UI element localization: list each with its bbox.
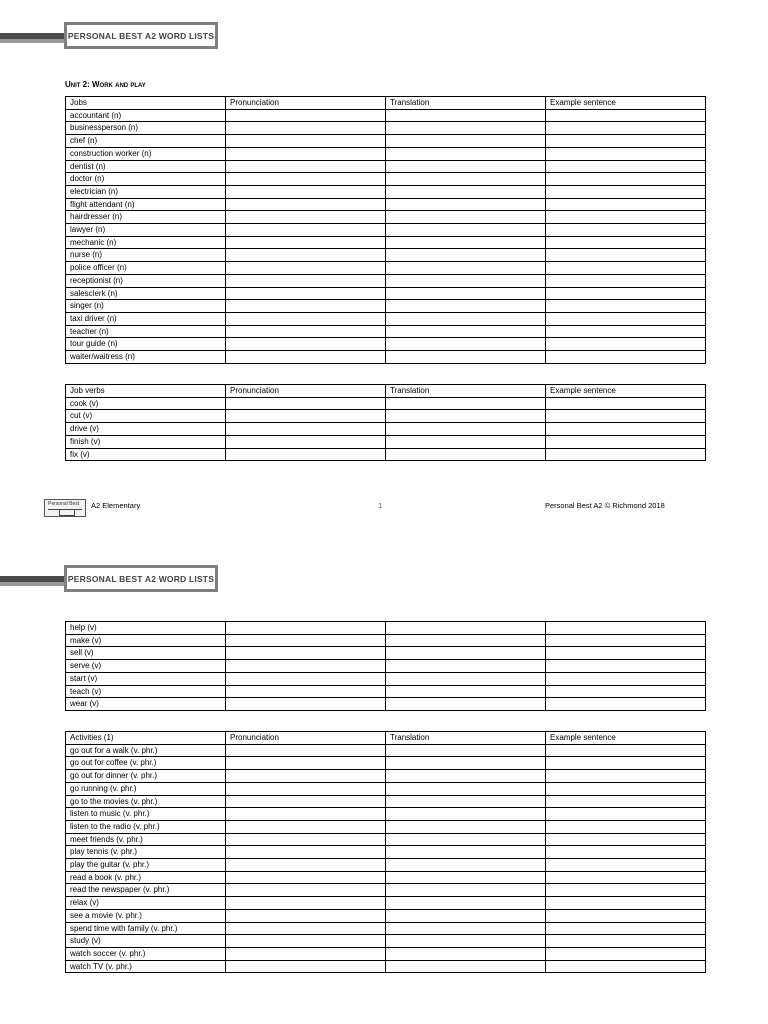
table-row: [66, 185, 706, 198]
pronunciation-cell: [226, 698, 386, 711]
example-sentence-cell: [546, 909, 706, 922]
example-sentence-cell: [546, 935, 706, 948]
example-sentence-cell: [546, 808, 706, 821]
example-sentence-cell: [546, 435, 706, 448]
column-header: Jobs: [66, 97, 226, 110]
vocabulary-word: businessperson (n): [66, 122, 226, 135]
table-row: [66, 833, 706, 846]
example-sentence-cell: [546, 782, 706, 795]
vocabulary-word: go out for a walk (v. phr.): [66, 744, 226, 757]
example-sentence-cell: [546, 211, 706, 224]
translation-cell: [386, 160, 546, 173]
translation-cell: [386, 884, 546, 897]
job-verbs-table: [65, 384, 706, 461]
pronunciation-cell: [226, 820, 386, 833]
table-row: [66, 147, 706, 160]
pronunciation-cell: [226, 300, 386, 313]
column-header: Example sentence: [546, 732, 706, 745]
translation-cell: [386, 236, 546, 249]
table-row: [66, 622, 706, 635]
table-row: [66, 397, 706, 410]
vocabulary-word: read the newspaper (v. phr.): [66, 884, 226, 897]
vocabulary-word: finish (v): [66, 435, 226, 448]
table-row: [66, 698, 706, 711]
table-row: [66, 224, 706, 237]
translation-cell: [386, 698, 546, 711]
pronunciation-cell: [226, 757, 386, 770]
pronunciation-cell: [226, 660, 386, 673]
pronunciation-cell: [226, 647, 386, 660]
header-title: PERSONAL BEST A2 WORD LISTS: [64, 565, 218, 592]
column-header: Activities (1): [66, 732, 226, 745]
example-sentence-cell: [546, 185, 706, 198]
column-header: Translation: [386, 385, 546, 398]
vocabulary-word: relax (v): [66, 897, 226, 910]
translation-cell: [386, 808, 546, 821]
pronunciation-cell: [226, 135, 386, 148]
pronunciation-cell: [226, 909, 386, 922]
table-row: [66, 672, 706, 685]
example-sentence-cell: [546, 312, 706, 325]
pronunciation-cell: [226, 109, 386, 122]
example-sentence-cell: [546, 884, 706, 897]
translation-cell: [386, 249, 546, 262]
vocabulary-word: start (v): [66, 672, 226, 685]
example-sentence-cell: [546, 647, 706, 660]
vocabulary-word: flight attendant (n): [66, 198, 226, 211]
table-row: [66, 351, 706, 364]
pronunciation-cell: [226, 960, 386, 973]
translation-cell: [386, 135, 546, 148]
pronunciation-cell: [226, 351, 386, 364]
translation-cell: [386, 287, 546, 300]
table-row: [66, 262, 706, 275]
pronunciation-cell: [226, 935, 386, 948]
table-row: [66, 770, 706, 783]
pronunciation-cell: [226, 448, 386, 461]
example-sentence-cell: [546, 859, 706, 872]
activities-table: [65, 731, 706, 973]
translation-cell: [386, 935, 546, 948]
vocabulary-word: dentist (n): [66, 160, 226, 173]
translation-cell: [386, 147, 546, 160]
vocabulary-word: tour guide (n): [66, 338, 226, 351]
example-sentence-cell: [546, 160, 706, 173]
vocabulary-word: play tennis (v. phr.): [66, 846, 226, 859]
table-row: [66, 960, 706, 973]
translation-cell: [386, 622, 546, 635]
example-sentence-cell: [546, 846, 706, 859]
example-sentence-cell: [546, 236, 706, 249]
vocabulary-word: spend time with family (v. phr.): [66, 922, 226, 935]
pronunciation-cell: [226, 173, 386, 186]
pronunciation-cell: [226, 622, 386, 635]
header-stripe: [0, 39, 64, 43]
vocabulary-word: go running (v. phr.): [66, 782, 226, 795]
vocabulary-word: singer (n): [66, 300, 226, 313]
table-row: [66, 935, 706, 948]
vocabulary-word: make (v): [66, 634, 226, 647]
translation-cell: [386, 634, 546, 647]
translation-cell: [386, 960, 546, 973]
translation-cell: [386, 909, 546, 922]
vocabulary-word: sell (v): [66, 647, 226, 660]
course-name: A2 Elementary: [91, 501, 141, 510]
example-sentence-cell: [546, 351, 706, 364]
translation-cell: [386, 338, 546, 351]
pronunciation-cell: [226, 338, 386, 351]
vocabulary-word: doctor (n): [66, 173, 226, 186]
column-header: Pronunciation: [226, 97, 386, 110]
vocabulary-word: teach (v): [66, 685, 226, 698]
translation-cell: [386, 173, 546, 186]
pronunciation-cell: [226, 185, 386, 198]
pronunciation-cell: [226, 846, 386, 859]
translation-cell: [386, 660, 546, 673]
table-row: [66, 744, 706, 757]
vocabulary-word: watch TV (v. phr.): [66, 960, 226, 973]
table-row: [66, 211, 706, 224]
vocabulary-word: construction worker (n): [66, 147, 226, 160]
pronunciation-cell: [226, 808, 386, 821]
vocabulary-word: lawyer (n): [66, 224, 226, 237]
table-row: [66, 897, 706, 910]
example-sentence-cell: [546, 274, 706, 287]
table-header-row: [66, 97, 706, 110]
example-sentence-cell: [546, 338, 706, 351]
translation-cell: [386, 833, 546, 846]
example-sentence-cell: [546, 820, 706, 833]
table-row: [66, 808, 706, 821]
example-sentence-cell: [546, 287, 706, 300]
unit-title: Unit 2: Work and play: [65, 80, 146, 89]
table-row: [66, 660, 706, 673]
pronunciation-cell: [226, 423, 386, 436]
vocabulary-word: fix (v): [66, 448, 226, 461]
example-sentence-cell: [546, 660, 706, 673]
example-sentence-cell: [546, 871, 706, 884]
job-verbs-continued-table: [65, 621, 706, 711]
pronunciation-cell: [226, 871, 386, 884]
example-sentence-cell: [546, 947, 706, 960]
page-header: [0, 22, 218, 50]
pronunciation-cell: [226, 262, 386, 275]
table-row: [66, 909, 706, 922]
pronunciation-cell: [226, 744, 386, 757]
column-header: Pronunciation: [226, 732, 386, 745]
column-header: Example sentence: [546, 385, 706, 398]
vocabulary-word: go to the movies (v. phr.): [66, 795, 226, 808]
vocabulary-word: meet friends (v. phr.): [66, 833, 226, 846]
table-row: [66, 423, 706, 436]
pronunciation-cell: [226, 672, 386, 685]
vocabulary-word: taxi driver (n): [66, 312, 226, 325]
translation-cell: [386, 397, 546, 410]
example-sentence-cell: [546, 300, 706, 313]
translation-cell: [386, 122, 546, 135]
vocabulary-word: drive (v): [66, 423, 226, 436]
table-row: [66, 109, 706, 122]
pronunciation-cell: [226, 897, 386, 910]
pronunciation-cell: [226, 770, 386, 783]
table-row: [66, 300, 706, 313]
example-sentence-cell: [546, 135, 706, 148]
vocabulary-word: salesclerk (n): [66, 287, 226, 300]
example-sentence-cell: [546, 109, 706, 122]
translation-cell: [386, 211, 546, 224]
vocabulary-word: watch soccer (v. phr.): [66, 947, 226, 960]
pronunciation-cell: [226, 884, 386, 897]
table-row: [66, 884, 706, 897]
pronunciation-cell: [226, 249, 386, 262]
vocabulary-word: chef (n): [66, 135, 226, 148]
translation-cell: [386, 185, 546, 198]
translation-cell: [386, 672, 546, 685]
column-header: Job verbs: [66, 385, 226, 398]
example-sentence-cell: [546, 397, 706, 410]
example-sentence-cell: [546, 325, 706, 338]
pronunciation-cell: [226, 410, 386, 423]
vocabulary-word: police officer (n): [66, 262, 226, 275]
table-row: [66, 947, 706, 960]
table-row: [66, 122, 706, 135]
pronunciation-cell: [226, 859, 386, 872]
translation-cell: [386, 685, 546, 698]
table-row: [66, 859, 706, 872]
pronunciation-cell: [226, 211, 386, 224]
table-row: [66, 287, 706, 300]
example-sentence-cell: [546, 448, 706, 461]
vocabulary-word: read a book (v. phr.): [66, 871, 226, 884]
example-sentence-cell: [546, 698, 706, 711]
example-sentence-cell: [546, 423, 706, 436]
table-row: [66, 160, 706, 173]
example-sentence-cell: [546, 744, 706, 757]
table-row: [66, 795, 706, 808]
translation-cell: [386, 224, 546, 237]
translation-cell: [386, 795, 546, 808]
pronunciation-cell: [226, 922, 386, 935]
translation-cell: [386, 410, 546, 423]
pronunciation-cell: [226, 224, 386, 237]
pronunciation-cell: [226, 947, 386, 960]
table-row: [66, 338, 706, 351]
table-row: [66, 135, 706, 148]
translation-cell: [386, 198, 546, 211]
translation-cell: [386, 820, 546, 833]
pronunciation-cell: [226, 634, 386, 647]
table-header-row: [66, 385, 706, 398]
pronunciation-cell: [226, 287, 386, 300]
translation-cell: [386, 922, 546, 935]
translation-cell: [386, 351, 546, 364]
table-row: [66, 312, 706, 325]
pronunciation-cell: [226, 274, 386, 287]
vocabulary-word: nurse (n): [66, 249, 226, 262]
table-row: [66, 435, 706, 448]
table-row: [66, 249, 706, 262]
translation-cell: [386, 312, 546, 325]
table-row: [66, 173, 706, 186]
table-row: [66, 448, 706, 461]
translation-cell: [386, 782, 546, 795]
vocabulary-word: cut (v): [66, 410, 226, 423]
jobs-table: [65, 96, 706, 364]
pronunciation-cell: [226, 236, 386, 249]
example-sentence-cell: [546, 147, 706, 160]
example-sentence-cell: [546, 198, 706, 211]
table-row: [66, 647, 706, 660]
page-header: [0, 565, 218, 593]
example-sentence-cell: [546, 960, 706, 973]
example-sentence-cell: [546, 173, 706, 186]
column-header: Example sentence: [546, 97, 706, 110]
column-header: Translation: [386, 732, 546, 745]
table-row: [66, 782, 706, 795]
translation-cell: [386, 435, 546, 448]
example-sentence-cell: [546, 922, 706, 935]
pronunciation-cell: [226, 685, 386, 698]
translation-cell: [386, 109, 546, 122]
pronunciation-cell: [226, 833, 386, 846]
translation-cell: [386, 325, 546, 338]
column-header: Pronunciation: [226, 385, 386, 398]
example-sentence-cell: [546, 757, 706, 770]
copyright: Personal Best A2 © Richmond 2018: [545, 501, 665, 510]
vocabulary-word: wear (v): [66, 698, 226, 711]
table-row: [66, 820, 706, 833]
table-row: [66, 846, 706, 859]
vocabulary-word: cook (v): [66, 397, 226, 410]
example-sentence-cell: [546, 770, 706, 783]
pronunciation-cell: [226, 397, 386, 410]
example-sentence-cell: [546, 897, 706, 910]
vocabulary-word: listen to music (v. phr.): [66, 808, 226, 821]
table-row: [66, 410, 706, 423]
example-sentence-cell: [546, 249, 706, 262]
pronunciation-cell: [226, 122, 386, 135]
table-row: [66, 236, 706, 249]
vocabulary-word: receptionist (n): [66, 274, 226, 287]
example-sentence-cell: [546, 224, 706, 237]
translation-cell: [386, 300, 546, 313]
example-sentence-cell: [546, 685, 706, 698]
table-row: [66, 685, 706, 698]
vocabulary-word: play the guitar (v. phr.): [66, 859, 226, 872]
pronunciation-cell: [226, 160, 386, 173]
vocabulary-word: accountant (n): [66, 109, 226, 122]
vocabulary-word: help (v): [66, 622, 226, 635]
translation-cell: [386, 770, 546, 783]
table-row: [66, 871, 706, 884]
personal-best-logo: Personal Best: [44, 499, 86, 517]
pronunciation-cell: [226, 325, 386, 338]
example-sentence-cell: [546, 795, 706, 808]
translation-cell: [386, 859, 546, 872]
example-sentence-cell: [546, 262, 706, 275]
vocabulary-word: electrician (n): [66, 185, 226, 198]
example-sentence-cell: [546, 634, 706, 647]
column-header: Translation: [386, 97, 546, 110]
translation-cell: [386, 897, 546, 910]
vocabulary-word: study (v): [66, 935, 226, 948]
vocabulary-word: listen to the radio (v. phr.): [66, 820, 226, 833]
vocabulary-word: serve (v): [66, 660, 226, 673]
vocabulary-word: hairdresser (n): [66, 211, 226, 224]
pronunciation-cell: [226, 198, 386, 211]
translation-cell: [386, 947, 546, 960]
example-sentence-cell: [546, 410, 706, 423]
vocabulary-word: teacher (n): [66, 325, 226, 338]
table-row: [66, 325, 706, 338]
pronunciation-cell: [226, 435, 386, 448]
table-header-row: [66, 732, 706, 745]
example-sentence-cell: [546, 672, 706, 685]
translation-cell: [386, 846, 546, 859]
vocabulary-word: see a movie (v. phr.): [66, 909, 226, 922]
pronunciation-cell: [226, 782, 386, 795]
translation-cell: [386, 274, 546, 287]
page-footer: [0, 496, 768, 522]
vocabulary-word: go out for dinner (v. phr.): [66, 770, 226, 783]
translation-cell: [386, 423, 546, 436]
example-sentence-cell: [546, 622, 706, 635]
vocabulary-word: waiter/waitress (n): [66, 351, 226, 364]
example-sentence-cell: [546, 833, 706, 846]
table-row: [66, 757, 706, 770]
translation-cell: [386, 871, 546, 884]
translation-cell: [386, 448, 546, 461]
header-stripe: [0, 582, 64, 586]
pronunciation-cell: [226, 147, 386, 160]
vocabulary-word: go out for coffee (v. phr.): [66, 757, 226, 770]
pronunciation-cell: [226, 312, 386, 325]
table-row: [66, 274, 706, 287]
translation-cell: [386, 647, 546, 660]
table-row: [66, 922, 706, 935]
header-title: PERSONAL BEST A2 WORD LISTS: [64, 22, 218, 49]
table-row: [66, 198, 706, 211]
page-number: 1: [378, 501, 383, 510]
translation-cell: [386, 262, 546, 275]
translation-cell: [386, 744, 546, 757]
translation-cell: [386, 757, 546, 770]
example-sentence-cell: [546, 122, 706, 135]
vocabulary-word: mechanic (n): [66, 236, 226, 249]
pronunciation-cell: [226, 795, 386, 808]
table-row: [66, 634, 706, 647]
